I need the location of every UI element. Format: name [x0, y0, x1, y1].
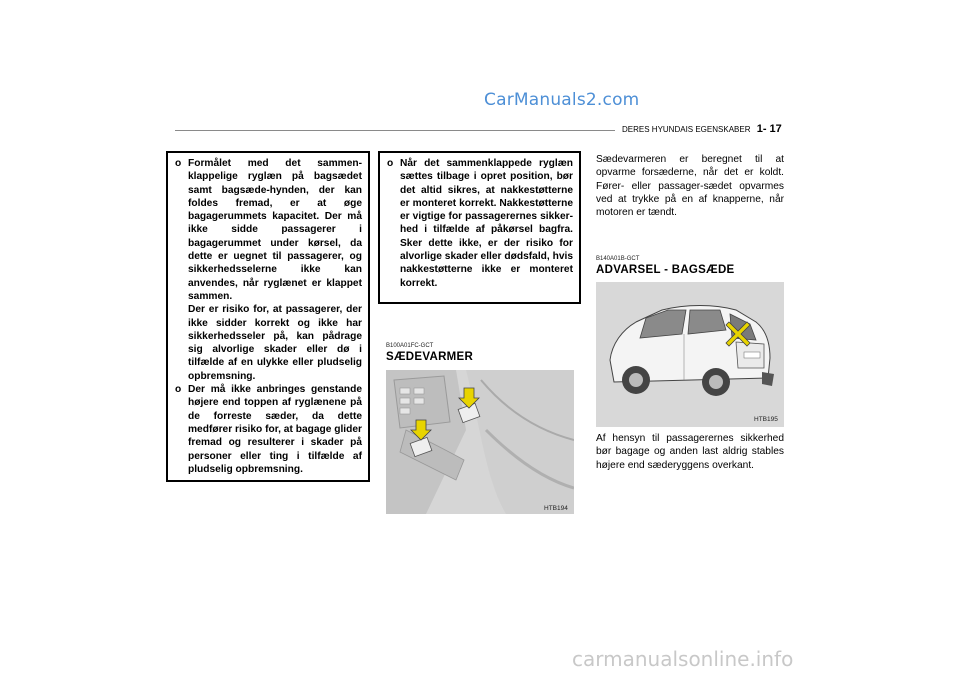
list-item [386, 157, 573, 290]
header-rule [175, 130, 615, 131]
section-heading: SÆDEVARMER [386, 351, 474, 363]
rear-seat-warning-figure [596, 282, 784, 427]
seat-heater-illustration [386, 370, 574, 514]
figure-label: HTB195 [754, 416, 778, 423]
warning-text: Der må ikke anbringes genstande højere end toppen af ryglænene på de forreste sæder, da dette medfører risiko for, at bagage glider fremad og resulterer i skader på personer eller ting i tilfælde af pludselig opbremsning. [188, 384, 362, 475]
page-number: 1- 17 [756, 123, 782, 135]
bullet: o [175, 158, 182, 169]
figure-label: HTB194 [544, 505, 568, 512]
warning-box-folding-seat [166, 151, 370, 482]
bullet: o [175, 384, 182, 396]
warning-box-headrest [378, 151, 581, 304]
section-heading: ADVARSEL - BAGSÆDE [596, 264, 735, 276]
section-code: B140A01B-GCT [596, 256, 640, 262]
warning-text: Når det sammenklappede ryglæn sættes tilbage i opret position, bør det altid sikres, at nakkestøtterne er monteret korrekt. Nakkestøtterne er vigtige for passagerernes sikker-hed i tilfælde af påkørsel bagfra. Sker dette ikke, er der risiko for alvorlige skader eller dødsfald, hvis nakkestøtterne ikke er monteret korrekt. [400, 158, 573, 289]
seat-heater-intro: Sædevarmeren er beregnet til at opvarme forsæderne, når det er koldt. Fører- eller passager-sædet opvarmes ved at trykke på en af knapperne, når motoren er tændt. [596, 154, 784, 219]
car-illustration [596, 282, 784, 427]
seat-heater-figure [386, 370, 574, 514]
section-code: B100A01FC-GCT [386, 343, 434, 349]
list-item [174, 157, 362, 383]
page-header [622, 123, 782, 135]
warning-text-risk: Der er risiko for, at passagerer, der ikke sidder korrekt og ikke har sikkerhedsseler på, kan pådrage sig alvorlige skader eller dø i tilfælde af en ulykke eller pludselig opbremsning. [188, 304, 362, 382]
watermark-top: CarManuals2.com [484, 90, 640, 110]
warning-text: Formålet med det sammen-klappelige ryglæn på bagsædet samt bagsæde-hynden, der kan foldes fremad, er at øge bagagerummets kapacitet. Der må ikke sidde passagerer i bagagerummet under kørsel, da dette er uegnet til passagerer, og sikkerhedsselerne ikke kan anvendes, når ryglænet er klappet sammen. [188, 158, 362, 302]
section-title: DERES HYUNDAIS EGENSKABER [622, 125, 751, 134]
list-item [174, 383, 362, 476]
watermark-bottom: carmanualsonline.info [572, 647, 794, 671]
bullet: o [387, 158, 394, 169]
rear-seat-warning-text: Af hensyn til passagerernes sikkerhed bør bagage og anden last aldrig stables højere end sæderyggens overkant. [596, 433, 784, 471]
